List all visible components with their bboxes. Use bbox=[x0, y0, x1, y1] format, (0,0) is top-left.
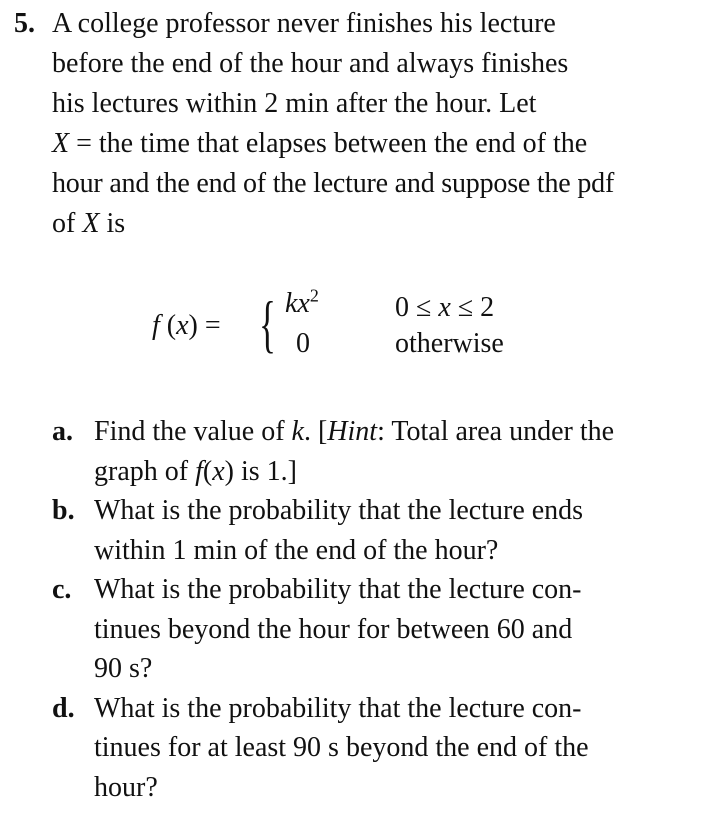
formula-case-1: $kx^2$ bbox=[285, 285, 319, 319]
part-label: b. bbox=[52, 495, 75, 526]
part-b bbox=[52, 491, 698, 570]
part-c bbox=[52, 570, 698, 689]
stem-line-1: A college professor never finishes his lecture bbox=[52, 8, 556, 39]
left-brace: { bbox=[259, 288, 276, 359]
part-a-line-2: graph of f(x) is 1.] bbox=[94, 455, 297, 487]
stem-line-2: before the end of the hour and always finishes bbox=[52, 48, 569, 79]
part-a bbox=[52, 412, 698, 491]
formula-lhs: f (x) = bbox=[152, 310, 221, 341]
stem-line-3: his lectures within 2 min after the hour. Let bbox=[52, 88, 537, 119]
part-d-line-1: What is the probability that the lecture con- bbox=[94, 692, 582, 724]
problem-parts bbox=[52, 412, 698, 807]
part-d-line-2: tinues for at least 90 s beyond the end of the bbox=[94, 732, 589, 763]
stem-line-6: of X is bbox=[52, 208, 126, 239]
part-d bbox=[52, 689, 698, 808]
part-a-line-1: Find the value of k. [Hint: Total area under the bbox=[94, 416, 615, 447]
part-b-line-2: within 1 min of the end of the hour? bbox=[94, 534, 499, 566]
part-b-line-1: What is the probability that the lecture ends bbox=[94, 495, 584, 526]
part-c-line-1: What is the probability that the lecture con- bbox=[94, 574, 582, 605]
problem-statement bbox=[14, 4, 698, 244]
problem-number: 5. bbox=[14, 8, 35, 39]
part-label: a. bbox=[52, 416, 73, 447]
part-label: c. bbox=[52, 574, 72, 605]
formula-condition-2: otherwise bbox=[395, 328, 504, 359]
part-d-line-3: hour? bbox=[94, 771, 158, 803]
stem-line-5: hour and the end of the lecture and suppose the pdf bbox=[52, 168, 615, 199]
pdf-formula bbox=[152, 285, 552, 368]
stem-line-4: X = the time that elapses between the end of the bbox=[52, 128, 588, 159]
variable-x: X bbox=[82, 208, 100, 239]
variable-x: X bbox=[52, 128, 70, 159]
formula-condition-1: 0 ≤ x ≤ 2 bbox=[395, 292, 495, 323]
part-label: d. bbox=[52, 692, 75, 724]
problem-stem bbox=[14, 4, 698, 244]
formula-case-2: 0 bbox=[296, 328, 310, 359]
part-c-line-3: 90 s? bbox=[94, 653, 153, 684]
part-c-line-2: tinues beyond the hour for between 60 and bbox=[94, 613, 573, 645]
